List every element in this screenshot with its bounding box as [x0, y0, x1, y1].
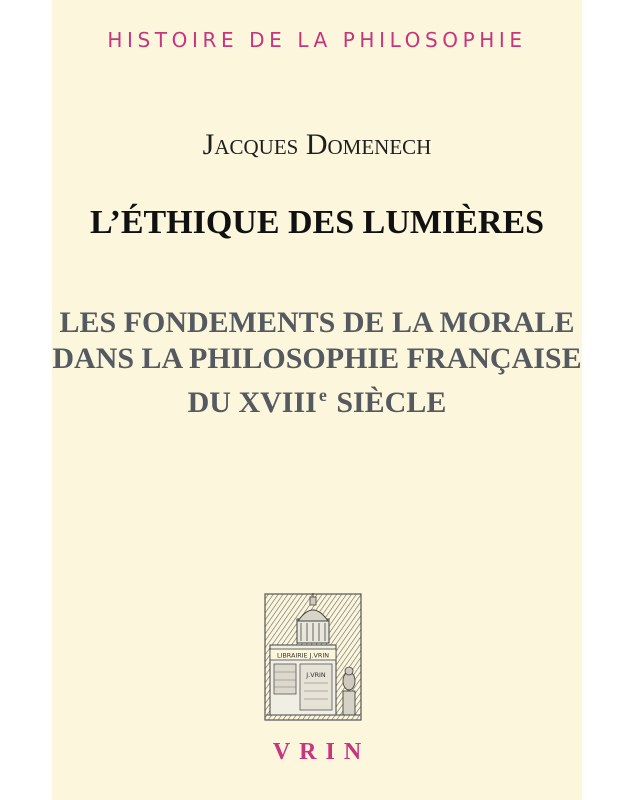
subtitle-line-3 [52, 377, 582, 421]
publisher-vignette [264, 593, 362, 721]
subtitle-century: DU XVIII [187, 386, 317, 419]
book-title: L’ÉTHIQUE DES LUMIÈRES [89, 204, 545, 241]
author-name: Jacques Domenech [202, 128, 432, 161]
subtitle-line-2: DANS LA PHILOSOPHIE FRANÇAISE [52, 342, 582, 375]
book-subtitle [52, 305, 582, 421]
series-name: HISTOIRE DE LA PHILOSOPHIE [107, 28, 527, 52]
subtitle-superscript: e [318, 385, 327, 405]
vignette-sign-bottom: J.VRIN [306, 671, 326, 679]
subtitle-line-1: LES FONDEMENTS DE LA MORALE [59, 306, 575, 339]
book-cover [52, 0, 582, 800]
vignette-sign-top: LIBRAIRIE J.VRIN [276, 651, 330, 660]
subtitle-siecle: SIÈCLE [328, 386, 447, 419]
publisher-name: VRIN [272, 739, 371, 765]
